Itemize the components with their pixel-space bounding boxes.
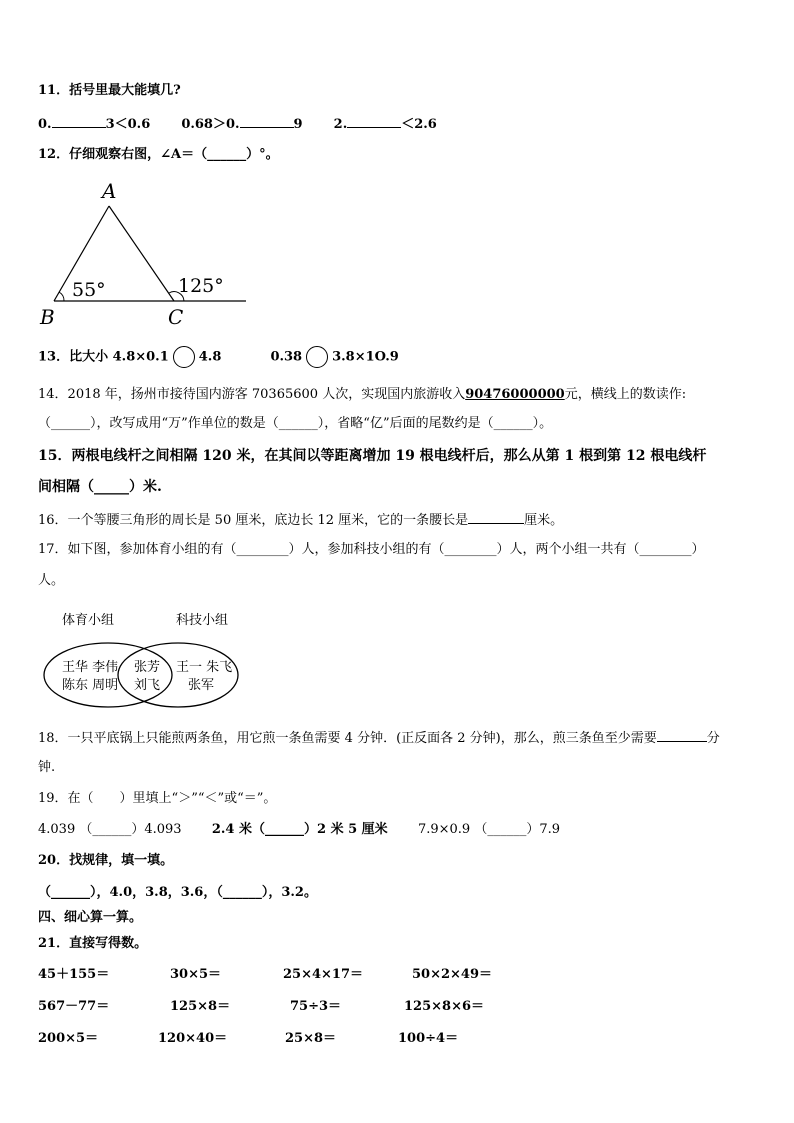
calc-r3-c2: 120×40＝ [158, 1031, 228, 1046]
calc-r3-c3: 25×8＝ [285, 1031, 337, 1046]
q17-line1: 17．如下图，参加体育小组的有（________）人，参加科技小组的有（________）人，两个小组一共有（________） [38, 542, 705, 557]
venn-middle-row-2: 刘飞 [134, 678, 161, 693]
triangle-figure [36, 176, 256, 328]
calc-r3-c4: 100÷4＝ [398, 1031, 459, 1046]
label-angle-b: 55° [72, 279, 106, 301]
calc-r2-c2: 125×8＝ [170, 999, 231, 1014]
label-b: B [40, 305, 55, 328]
q16-pre: 16．一个等腰三角形的周长是 50 厘米，底边长 12 厘米，它的一条腰长是 [38, 513, 469, 528]
label-angle-c: 125° [178, 275, 224, 297]
q16-blank[interactable] [468, 510, 524, 524]
q15-line1: 15．两根电线杆之间相隔 120 米，在其间以等距离增加 19 根电线杆后，那么从第 1 根到第 12 根电线杆 [38, 448, 707, 464]
q11a-pre: 0. [38, 117, 52, 132]
q21-text: 21．直接写得数。 [38, 936, 148, 951]
venn-left-title: 体育小组 [62, 613, 115, 628]
q20-sequence: （______），4.0，3.8，3.6，（______），3.2。 [38, 885, 317, 900]
q18-blank[interactable] [657, 728, 707, 742]
calc-r2-c1: 567－77＝ [38, 999, 110, 1014]
q20-text: 20．找规律，填一填。 [38, 853, 174, 868]
q13-v1: 4.8 [198, 349, 222, 365]
q13-circle-1[interactable] [173, 346, 195, 368]
triangle-side-ac [109, 206, 174, 301]
calc-r1-c2: 30×5＝ [170, 967, 222, 982]
q11c-post: ＜2.6 [401, 117, 437, 132]
calc-r1-c4: 50×2×49＝ [412, 967, 493, 982]
q12-text: 12．仔细观察右图，∠A＝（______）°。 [38, 147, 279, 162]
label-c: C [168, 305, 184, 328]
q11b-blank[interactable] [240, 114, 294, 128]
q11a-post: 3＜0.6 [105, 117, 151, 132]
q11-title: 11．括号里最大能填几? [38, 83, 181, 98]
q19-item-1: 4.039 （______）4.093 [38, 822, 182, 837]
q13-label: 13．比大小 4.8×0.1 [38, 349, 169, 365]
q19-text: 19．在（ ）里填上“＞”“＜”或“＝”。 [38, 791, 277, 806]
venn-right-title: 科技小组 [176, 613, 229, 628]
venn-left-row-2: 陈东 周明 [62, 678, 119, 693]
label-a: A [102, 179, 117, 203]
q19-item-3: 7.9×0.9 （______）7.9 [417, 822, 561, 837]
q15-line2: 间相隔（_____）米. [38, 479, 162, 495]
calc-r1-c1: 45＋155＝ [38, 967, 110, 982]
calc-r2-c4: 125×8×6＝ [404, 999, 485, 1014]
q14-line1 [38, 386, 686, 404]
angle-b-arc [59, 292, 64, 301]
q19-items [38, 821, 560, 839]
q11c-blank[interactable] [347, 114, 401, 128]
calc-r1-c3: 25×4×17＝ [283, 967, 364, 982]
q18-line1 [38, 728, 720, 748]
q16-post: 厘米。 [524, 513, 564, 528]
q14-pre: 14．2018 年，扬州市接待国内游客 70365600 人次，实现国内旅游收入 [38, 387, 466, 402]
q14-post: 元，横线上的数读作: [564, 387, 687, 402]
q11c-pre: 2. [333, 117, 348, 132]
venn-left-row-1: 王华 李伟 [62, 660, 119, 675]
calc-r3-c1: 200×5＝ [38, 1031, 99, 1046]
q17-line2: 人。 [38, 573, 65, 588]
q11b-pre: 0.68＞0. [181, 117, 240, 132]
q14-line2: （______），改写成用“万”作单位的数是（______），省略“亿”后面的尾数约是（______）。 [38, 416, 553, 431]
q11-items [38, 114, 437, 134]
q14-number: 90476000000 [465, 387, 565, 402]
venn-right-row-2: 张军 [188, 678, 215, 693]
q18-line2: 钟. [38, 760, 56, 775]
venn-right-ellipse [118, 643, 238, 707]
q11a-blank[interactable] [52, 114, 106, 128]
q18-post: 分 [706, 731, 720, 746]
venn-right-row-1: 王一 朱飞 [176, 660, 233, 675]
venn-left-ellipse [44, 643, 172, 707]
venn-middle-row-1: 张芳 [134, 660, 161, 675]
q13-circle-2[interactable] [306, 346, 328, 368]
q13-row [38, 346, 399, 368]
q11b-post: 9 [293, 117, 303, 132]
q13-v3: 3.8×1O.9 [332, 349, 399, 365]
calc-r2-c3: 75÷3＝ [290, 999, 342, 1014]
q13-v2: 0.38 [270, 349, 303, 365]
q16-line [38, 510, 563, 530]
venn-diagram [40, 608, 244, 712]
q18-pre: 18．一只平底锅上只能煎两条鱼，用它煎一条鱼需要 4 分钟．(正反面各 2 分钟)，那么，煎三条鱼至少需要 [38, 731, 657, 746]
q19-item-2: 2.4 米（______）2 米 5 厘米 [211, 822, 388, 837]
section4-heading: 四、细心算一算。 [38, 910, 143, 925]
